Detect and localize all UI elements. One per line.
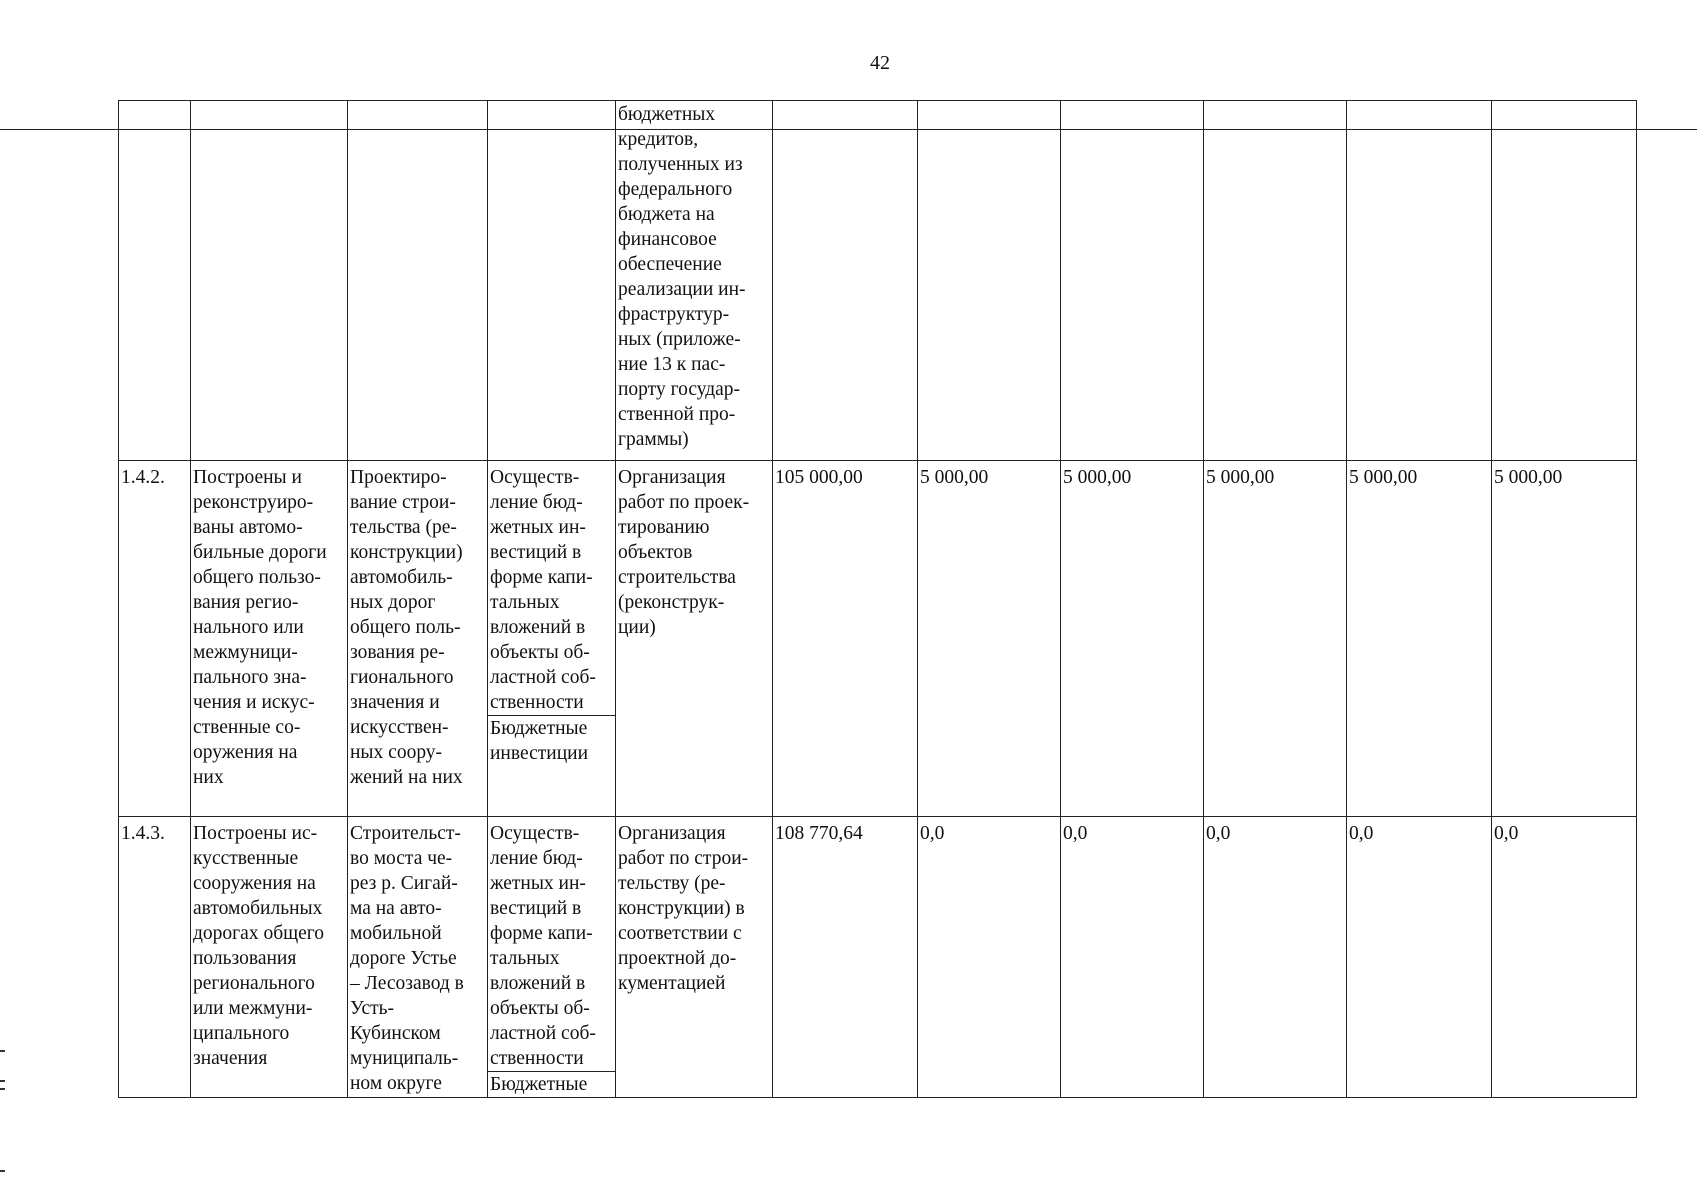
text-line: пользования	[193, 948, 297, 969]
text-line: вание строи-	[350, 492, 456, 513]
text-line: ных (приложе-	[618, 329, 741, 350]
text-line: конструкции)	[350, 542, 463, 563]
text-line: зования ре-	[350, 642, 445, 663]
text-line: обеспечение	[618, 254, 722, 275]
text-line: проектной до-	[618, 948, 737, 969]
cell-num-empty	[119, 101, 191, 461]
text-line: вестиций в	[490, 898, 582, 919]
text-line: ственные со-	[193, 717, 301, 738]
text-line: бильные дороги	[193, 542, 327, 563]
margin-mark	[0, 1080, 5, 1082]
cell-row-number: 1.4.2.	[119, 461, 191, 817]
text-line: Построены ис-	[193, 823, 318, 844]
text-line: регионального	[193, 973, 315, 994]
text-line: значения	[193, 1048, 268, 1069]
text-line: Организация	[618, 823, 726, 844]
text-line: ственной про-	[618, 404, 736, 425]
text-line: гионального	[350, 667, 454, 688]
text-line: жений на них	[350, 767, 463, 788]
text-line: общего поль-	[350, 617, 461, 638]
text-line: ние 13 к пас-	[618, 354, 726, 375]
cell-result-empty	[191, 101, 348, 461]
cell-year-5: 0,0	[1492, 817, 1637, 1098]
text-line: рез р. Сигай-	[350, 873, 458, 894]
text-line: оружения на	[193, 742, 298, 763]
text-line: жетных ин-	[490, 873, 586, 894]
text-line: тальных	[490, 948, 560, 969]
text-line: соответствии с	[618, 923, 742, 944]
cell-mechanism	[488, 461, 616, 817]
text-line: вестиций в	[490, 542, 582, 563]
cell-year-empty	[1061, 101, 1204, 461]
text-line: федерального	[618, 179, 733, 200]
text-line: ластной соб-	[490, 1023, 596, 1044]
text-line: ма на авто-	[350, 898, 442, 919]
cell-year-empty	[1204, 101, 1347, 461]
text-line: инвестиции	[490, 743, 589, 764]
cell-mechanism	[488, 817, 616, 1098]
text-line: или межмуни-	[193, 998, 313, 1019]
text-line: дорогах общего	[193, 923, 325, 944]
table-row-1-4-3	[119, 817, 1637, 1098]
text-line: Организация	[618, 467, 726, 488]
cell-action	[616, 461, 773, 817]
cell-year-1: 0,0	[918, 817, 1061, 1098]
text-line: ственности	[490, 1048, 584, 1069]
text-line: бюджетных	[618, 104, 716, 125]
text-line: тированию	[618, 517, 710, 538]
text-line: дороге Устье	[350, 948, 457, 969]
text-line: работ по строи-	[618, 848, 749, 869]
text-line: объекты об-	[490, 998, 590, 1019]
table-row-1-4-2	[119, 461, 1637, 817]
text-line: нального или	[193, 617, 304, 638]
cell-object-empty	[348, 101, 488, 461]
text-line: чения и искус-	[193, 692, 315, 713]
text-line: муниципаль-	[350, 1048, 459, 1069]
text-line: реализации ин-	[618, 279, 746, 300]
text-line: ции)	[618, 617, 656, 638]
text-line: – Лесозавод в	[350, 973, 464, 994]
cell-year-empty	[1492, 101, 1637, 461]
text-line: них	[193, 767, 224, 788]
text-line: ластной соб-	[490, 667, 596, 688]
cell-total-empty	[773, 101, 918, 461]
cell-object	[348, 461, 488, 817]
mechanism-sub	[488, 1071, 615, 1097]
text-line: форме капи-	[490, 567, 593, 588]
text-line: автомобиль-	[350, 567, 453, 588]
text-line: во моста че-	[350, 848, 453, 869]
text-line: ных дорог	[350, 592, 436, 613]
text-line: общего пользо-	[193, 567, 321, 588]
text-line: бюджета на	[618, 204, 715, 225]
text-line: Осуществ-	[490, 823, 580, 844]
text-line: пального зна-	[193, 667, 307, 688]
text-line: ственности	[490, 692, 584, 713]
text-line: ваны автомо-	[193, 517, 303, 538]
text-line: тельства (ре-	[350, 517, 457, 538]
text-line: Осуществ-	[490, 467, 580, 488]
cell-row-number: 1.4.3.	[119, 817, 191, 1098]
program-table	[118, 100, 1637, 1098]
mechanism-main	[488, 817, 615, 1071]
text-line: Бюджетные	[490, 718, 588, 739]
text-line: кредитов,	[618, 129, 699, 150]
cell-total: 108 770,64	[773, 817, 918, 1098]
text-line: работ по проек-	[618, 492, 750, 513]
margin-mark	[0, 1050, 5, 1052]
text-line: вложений в	[490, 617, 586, 638]
cell-year-4: 0,0	[1347, 817, 1492, 1098]
text-line: тальных	[490, 592, 560, 613]
cell-result	[191, 817, 348, 1098]
text-line: граммы)	[618, 429, 689, 450]
text-line: Бюджетные	[490, 1074, 588, 1095]
mechanism-sub	[488, 715, 615, 766]
cell-result	[191, 461, 348, 817]
table-row-continuation	[119, 101, 1637, 461]
text-line: Построены и	[193, 467, 302, 488]
text-line: ном округе	[350, 1073, 442, 1094]
cell-object	[348, 817, 488, 1098]
cell-year-3: 5 000,00	[1204, 461, 1347, 817]
cell-year-4: 5 000,00	[1347, 461, 1492, 817]
cell-year-3: 0,0	[1204, 817, 1347, 1098]
text-line: финансовое	[618, 229, 717, 250]
text-line: кументацией	[618, 973, 726, 994]
text-line: реконструиро-	[193, 492, 314, 513]
cell-action	[616, 817, 773, 1098]
text-line: порту государ-	[618, 379, 741, 400]
text-line: Проектиро-	[350, 467, 447, 488]
cell-year-2: 5 000,00	[1061, 461, 1204, 817]
text-line: автомобильных	[193, 898, 323, 919]
cell-year-2: 0,0	[1061, 817, 1204, 1098]
text-line: жетных ин-	[490, 517, 586, 538]
text-line: кусственные	[193, 848, 299, 869]
cell-year-5: 5 000,00	[1492, 461, 1637, 817]
text-line: ципального	[193, 1023, 290, 1044]
text-line: Усть-	[350, 998, 395, 1019]
text-line: сооружения на	[193, 873, 316, 894]
cell-year-empty	[918, 101, 1061, 461]
mechanism-main	[488, 461, 615, 715]
text-line: мобильной	[350, 923, 442, 944]
page-number: 42	[870, 52, 890, 74]
text-line: объектов	[618, 542, 693, 563]
text-line: строительства	[618, 567, 736, 588]
cell-mechanism-empty	[488, 101, 616, 461]
text-line: тельству (ре-	[618, 873, 726, 894]
margin-mark	[0, 1170, 5, 1172]
text-line: ление бюд-	[490, 848, 583, 869]
text-line: фраструктур-	[618, 304, 730, 325]
margin-mark	[0, 1088, 5, 1090]
text-line: объекты об-	[490, 642, 590, 663]
text-line: (реконструк-	[618, 592, 725, 613]
cell-total: 105 000,00	[773, 461, 918, 817]
cell-action-continuation	[616, 101, 773, 461]
text-line: форме капи-	[490, 923, 593, 944]
text-line: ных соору-	[350, 742, 443, 763]
text-line: вложений в	[490, 973, 586, 994]
text-line: полученных из	[618, 154, 743, 175]
text-line: искусствен-	[350, 717, 449, 738]
text-line: Кубинском	[350, 1023, 441, 1044]
cell-year-1: 5 000,00	[918, 461, 1061, 817]
text-line: вания регио-	[193, 592, 299, 613]
cell-year-empty	[1347, 101, 1492, 461]
text-line: межмуници-	[193, 642, 298, 663]
text-line: значения и	[350, 692, 440, 713]
text-line: конструкции) в	[618, 898, 745, 919]
text-line: Строительст-	[350, 823, 461, 844]
text-line: ление бюд-	[490, 492, 583, 513]
